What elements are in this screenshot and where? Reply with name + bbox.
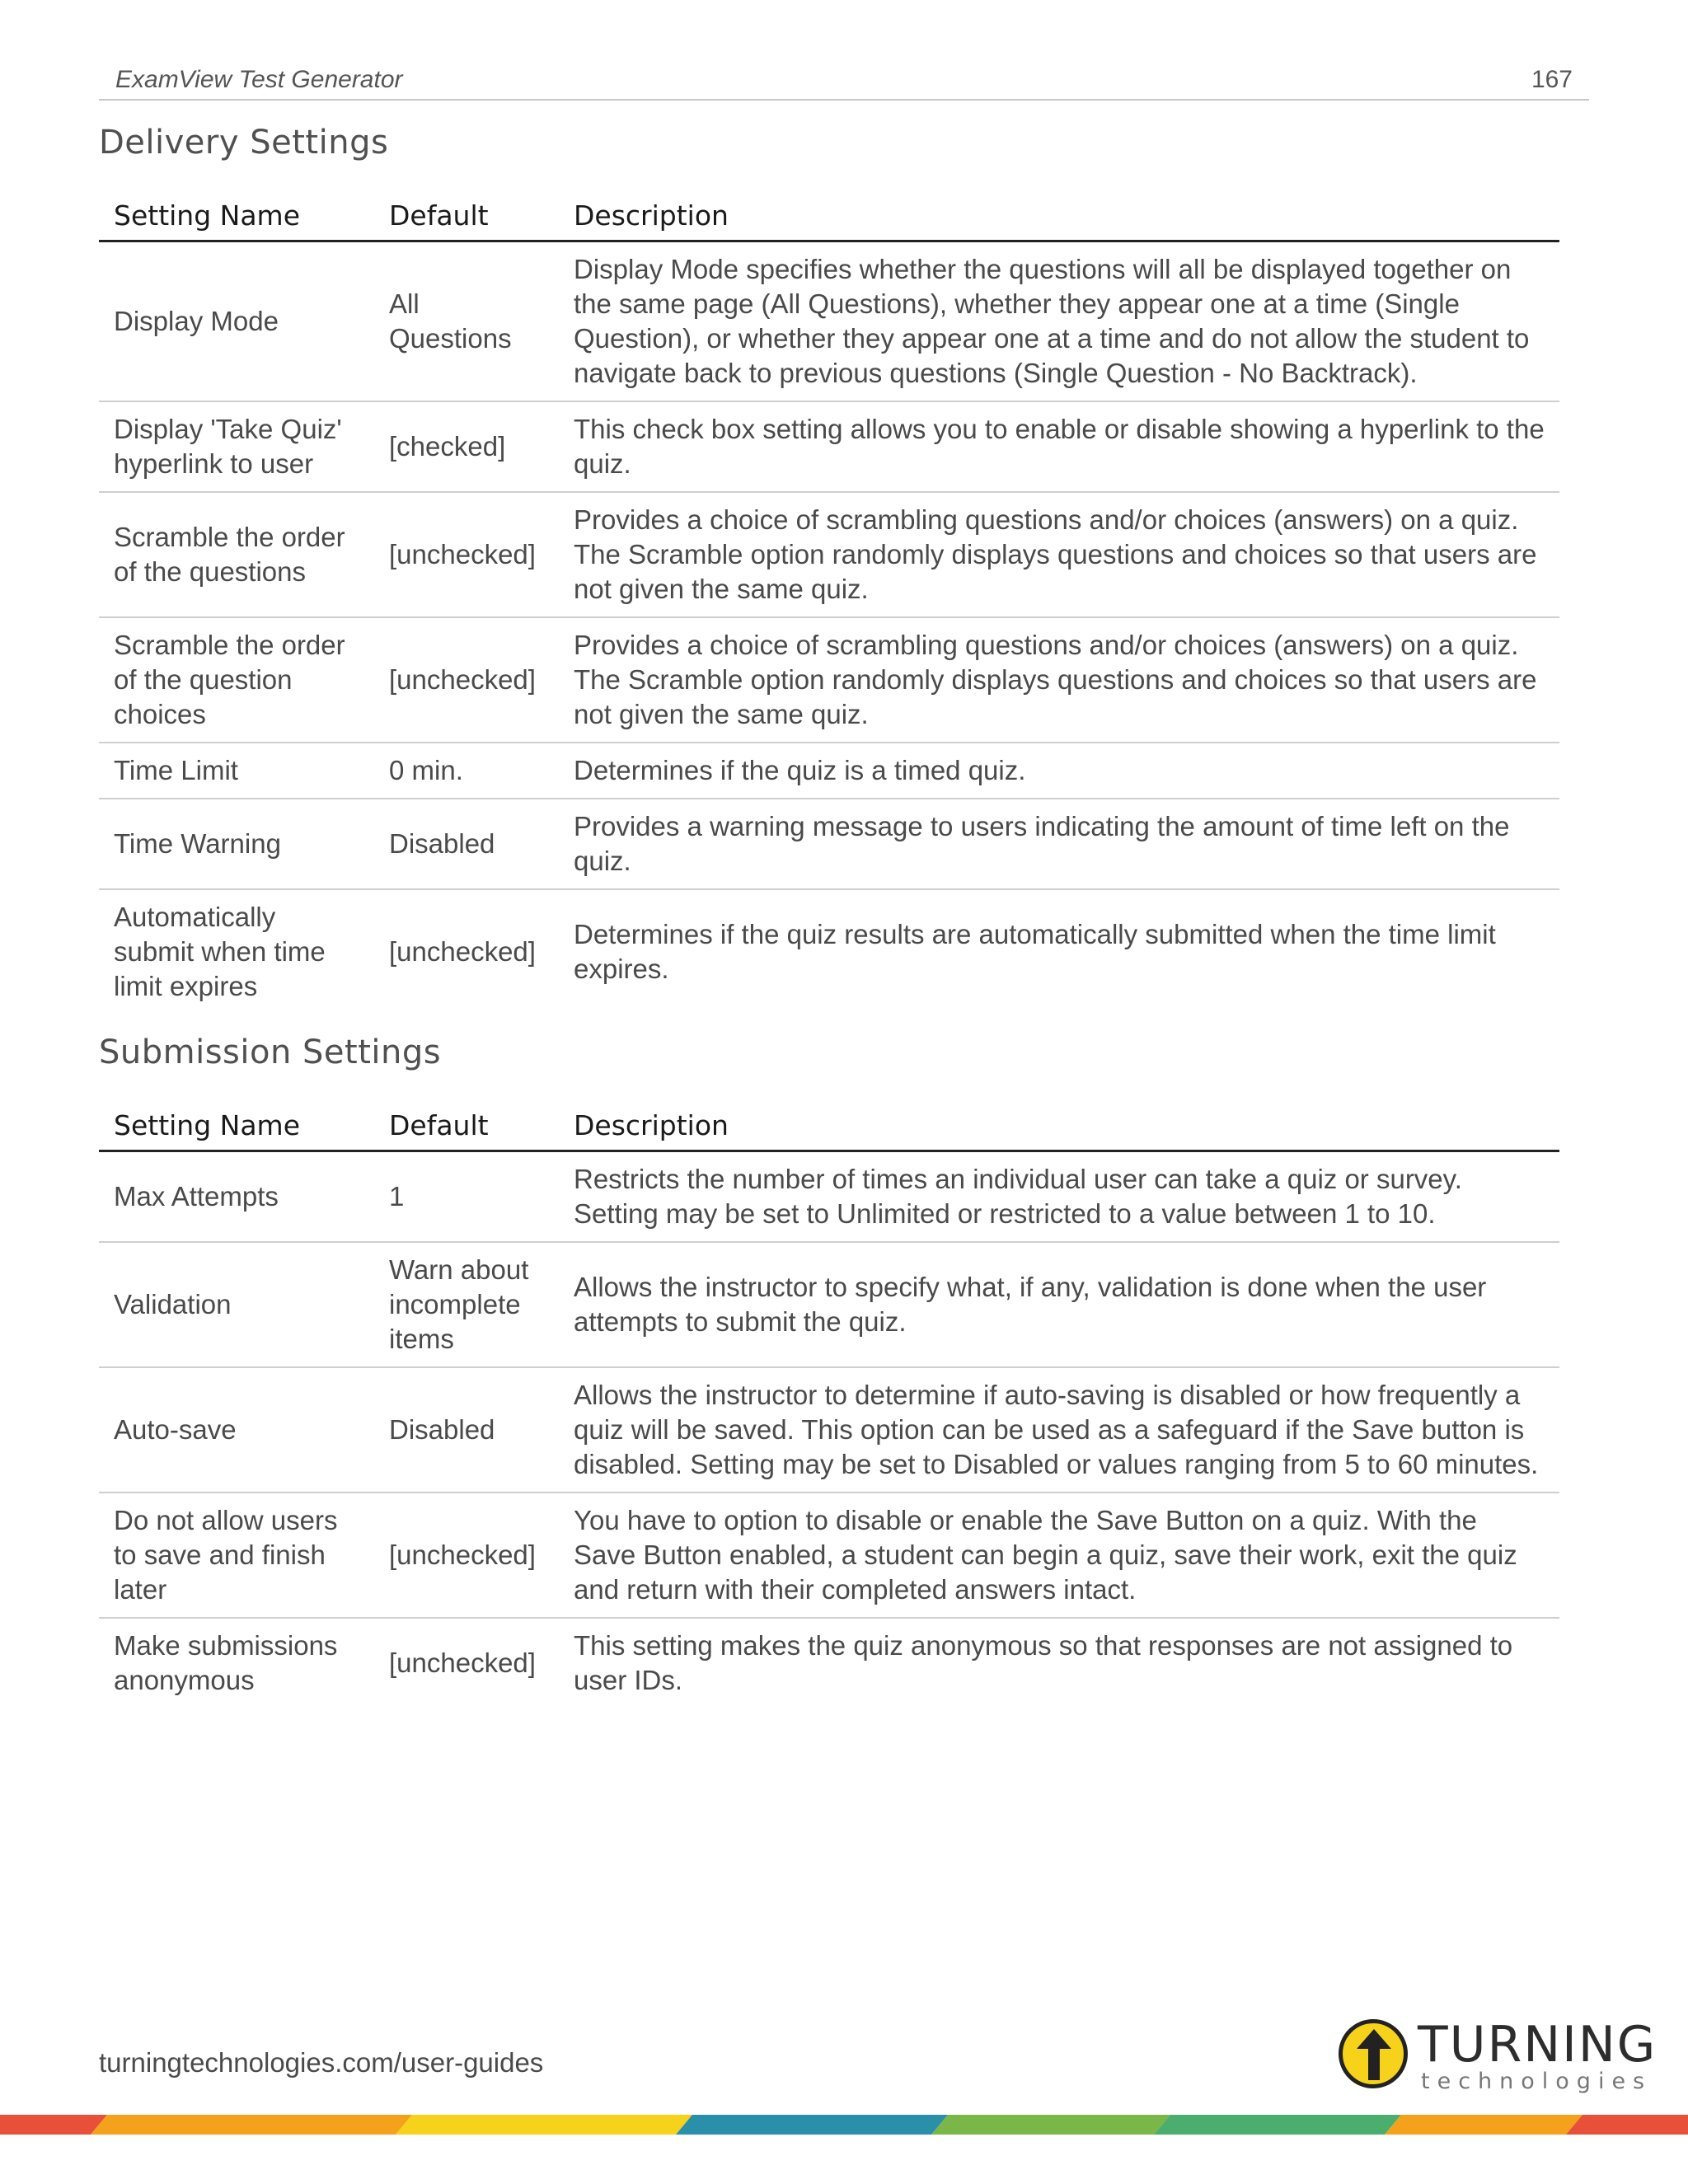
setting-description: Determines if the quiz is a timed quiz. — [564, 743, 1559, 799]
setting-name: Max Attempts — [99, 1151, 374, 1243]
table-row — [99, 743, 1559, 799]
table-row — [99, 1493, 1559, 1618]
setting-default: [unchecked] — [374, 1493, 564, 1618]
footer-color-stripe — [0, 2115, 1688, 2135]
setting-description: Display Mode specifies whether the questions will all be displayed together on the same page (All Questions), whether they appear one at a time (Single Question), or whether they appear one at a time and do not allow the student to navigate back to previous questions (Single Question - No Backtrack). — [564, 241, 1559, 402]
setting-name: Validation — [99, 1242, 374, 1367]
setting-default: [unchecked] — [374, 492, 564, 617]
footer-url-link[interactable]: turningtechnologies.com/user-guides — [99, 2047, 544, 2078]
setting-name: Time Limit — [99, 743, 374, 799]
page-number: 167 — [1531, 66, 1573, 93]
setting-default: All Questions — [374, 241, 564, 402]
column-header-default: Default — [374, 188, 564, 241]
setting-description: Allows the instructor to determine if auto-saving is disabled or how frequently a quiz will be saved. This option can be used as a safeguard if the Save button is disabled. Setting may be set to Disabled or values ranging from 5 to 60 minutes. — [564, 1367, 1559, 1493]
table-row — [99, 1367, 1559, 1493]
setting-name: Display 'Take Quiz' hyperlink to user — [99, 401, 374, 492]
setting-description: You have to option to disable or enable the Save Button on a quiz. With the Save Button enabled, a student can begin a quiz, save their work, exit the quiz and return with their completed answers intact. — [564, 1493, 1559, 1618]
table-row — [99, 889, 1559, 1014]
table-row — [99, 617, 1559, 743]
setting-name: Scramble the order of the questions — [99, 492, 374, 617]
setting-default: [checked] — [374, 401, 564, 492]
setting-description: This setting makes the quiz anonymous so that responses are not assigned to user IDs. — [574, 1630, 1513, 1695]
table-row — [99, 492, 1559, 617]
column-header-default: Default — [374, 1098, 564, 1151]
setting-description: Provides a warning message to users indicating the amount of time left on the quiz. — [564, 799, 1559, 889]
column-header-setting-name: Setting Name — [99, 1098, 374, 1151]
setting-name: Display Mode — [99, 241, 374, 402]
setting-default: Disabled — [374, 799, 564, 889]
table-row — [99, 1242, 1559, 1367]
setting-name: Do not allow users to save and finish later — [99, 1493, 374, 1618]
setting-name: Make submissions anonymous — [114, 1630, 338, 1695]
delivery-settings-table — [99, 188, 1559, 1014]
table-row — [99, 1151, 1559, 1243]
setting-default: [unchecked] — [389, 936, 536, 967]
setting-description: Provides a choice of scrambling questions and/or choices (answers) on a quiz. The Scramble option randomly displays questions and choices so that users are not given the same quiz. — [564, 492, 1559, 617]
logo-wordmark: TURNING — [1418, 2016, 1658, 2074]
table-row — [99, 401, 1559, 492]
setting-default: Warn about incomplete items — [374, 1242, 564, 1367]
table-row — [99, 241, 1559, 402]
page-header — [99, 64, 1589, 101]
table-row — [99, 1618, 1559, 1708]
column-header-description: Description — [564, 188, 1559, 241]
submission-settings-table — [99, 1098, 1559, 1708]
setting-default: 1 — [374, 1151, 564, 1243]
setting-default: [unchecked] — [389, 1647, 536, 1678]
document-title: ExamView Test Generator — [115, 66, 403, 93]
up-arrow-icon — [1353, 2027, 1395, 2082]
setting-description: This check box setting allows you to enable or disable showing a hyperlink to the quiz. — [564, 401, 1559, 492]
setting-name: Scramble the order of the question choices — [99, 617, 374, 743]
setting-description: Determines if the quiz results are automatically submitted when the time limit expires. — [574, 919, 1496, 984]
setting-description: Restricts the number of times an individual user can take a quiz or survey. Setting may be set to Unlimited or restricted to a value between 1 to 10. — [564, 1151, 1559, 1243]
table-header-row — [99, 188, 1559, 241]
table-header-row — [99, 1098, 1559, 1151]
delivery-settings-heading: Delivery Settings — [99, 124, 389, 162]
logo-subtext: technologies — [1421, 2069, 1653, 2094]
table-row — [99, 799, 1559, 889]
setting-name: Automatically submit when time limit expires — [114, 902, 326, 1001]
setting-default: Disabled — [374, 1367, 564, 1493]
setting-description: Allows the instructor to specify what, if any, validation is done when the user attempts to submit the quiz. — [564, 1242, 1559, 1367]
column-header-description: Description — [564, 1098, 1559, 1151]
submission-settings-heading: Submission Settings — [99, 1033, 442, 1071]
setting-default: [unchecked] — [374, 617, 564, 743]
setting-name: Time Warning — [99, 799, 374, 889]
setting-name: Auto-save — [99, 1367, 374, 1493]
turning-technologies-logo — [1335, 2016, 1658, 2098]
column-header-setting-name: Setting Name — [99, 188, 374, 241]
setting-default: 0 min. — [374, 743, 564, 799]
setting-description: Provides a choice of scrambling questions and/or choices (answers) on a quiz. The Scramble option randomly displays questions and choices so that users are not given the same quiz. — [564, 617, 1559, 743]
